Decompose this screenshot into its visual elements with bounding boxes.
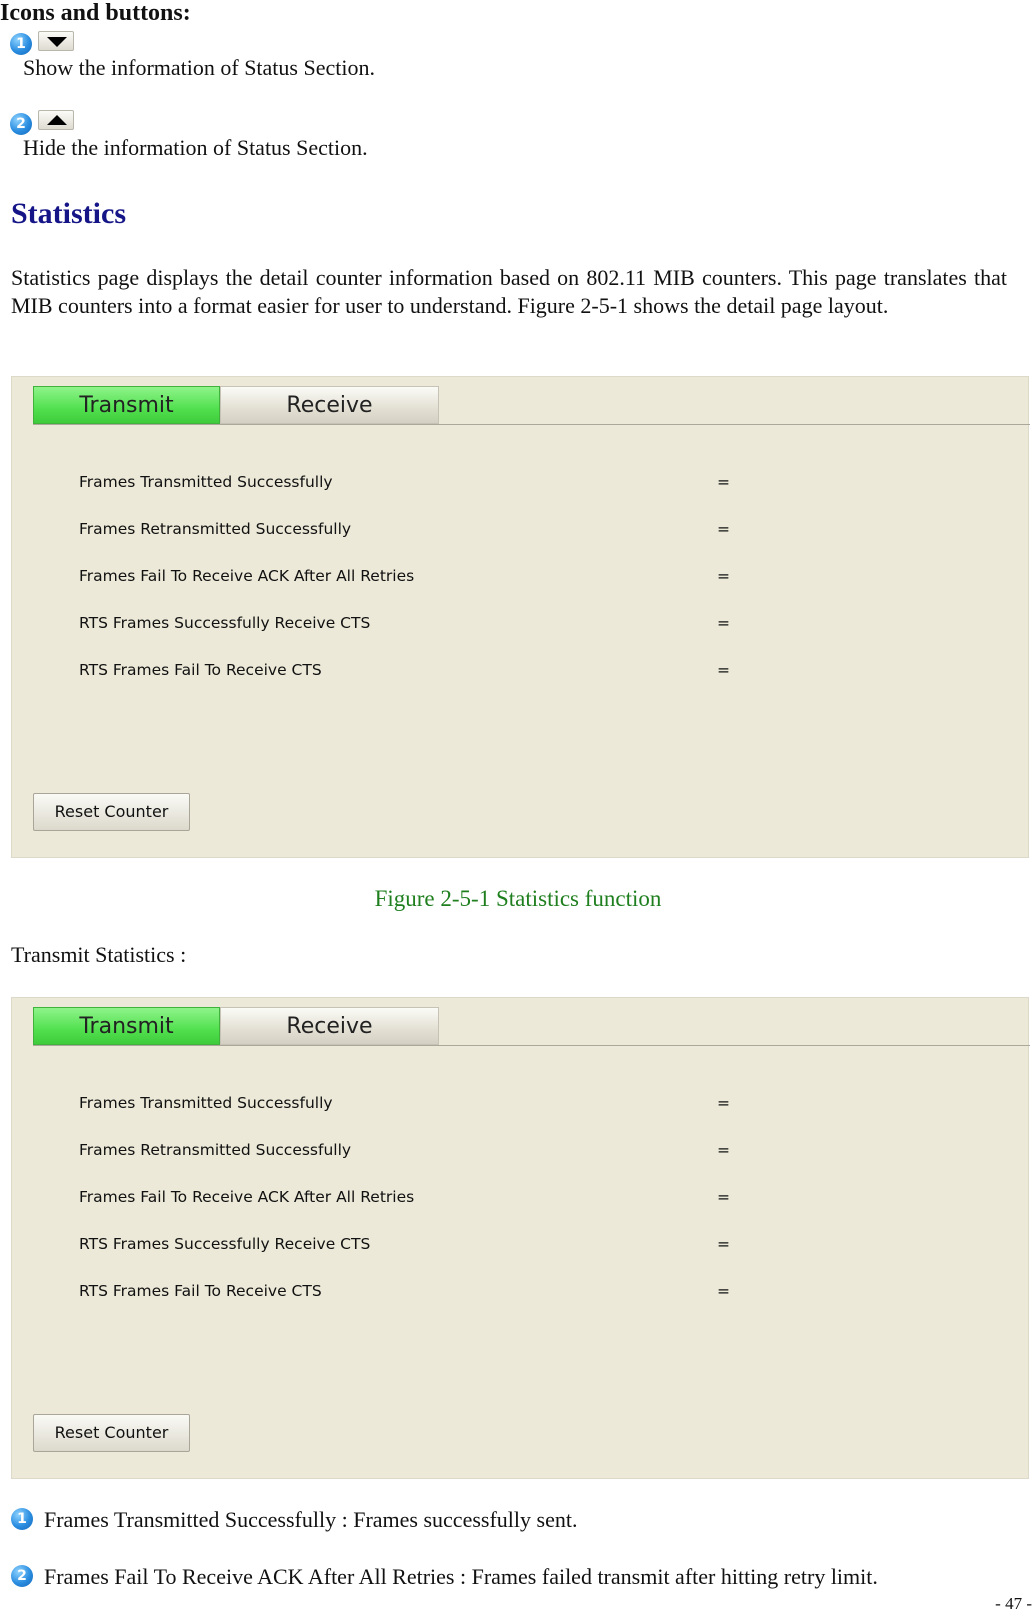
stat-row-eq: = [717,1094,730,1112]
icon-item-1-text: Show the information of Status Section. [23,55,375,80]
stat-row-label: Frames Fail To Receive ACK After All Retries [79,1188,415,1206]
icon-item-2-text: Hide the information of Status Section. [23,135,368,160]
stat-row-eq: = [717,614,730,632]
stat-row-label: RTS Frames Successfully Receive CTS [79,1235,371,1253]
down-arrow-icon[interactable] [38,31,74,51]
stat-row-label: RTS Frames Fail To Receive CTS [79,661,322,679]
reset-counter-button[interactable]: Reset Counter [33,1414,190,1452]
tab-transmit[interactable]: Transmit [33,386,220,424]
stat-row-label: Frames Retransmitted Successfully [79,520,352,538]
statistics-panel-1 [11,376,1029,858]
page-number: - 47 - [995,1594,1032,1613]
stat-row-eq: = [717,1235,730,1253]
figure-caption: Figure 2-5-1 Statistics function [374,886,662,911]
number-1-icon: 1 [10,33,32,55]
stat-row-eq: = [717,473,730,491]
bullet-2-text: Frames Fail To Receive ACK After All Retries : Frames failed transmit after hitting retry limit. [44,1564,878,1589]
stat-row-eq: = [717,1282,730,1300]
tab-receive[interactable]: Receive [220,1007,439,1045]
tab-receive[interactable]: Receive [220,386,439,424]
transmit-statistics-label: Transmit Statistics : [11,942,187,967]
stat-row-label: Frames Transmitted Successfully [79,1094,333,1112]
bullet-1-text: Frames Transmitted Successfully : Frames successfully sent. [44,1507,578,1532]
tab-transmit[interactable]: Transmit [33,1007,220,1045]
number-1-icon: 1 [11,1508,33,1530]
icons-heading: Icons and buttons: [0,0,191,26]
stat-row-eq: = [717,1188,730,1206]
statistics-heading: Statistics [11,197,126,230]
stat-row-label: Frames Transmitted Successfully [79,473,333,491]
stat-row-label: RTS Frames Successfully Receive CTS [79,614,371,632]
stat-row-label: RTS Frames Fail To Receive CTS [79,1282,322,1300]
stat-row-label: Frames Fail To Receive ACK After All Retries [79,567,415,585]
number-2-icon: 2 [11,1565,33,1587]
stat-row-eq: = [717,661,730,679]
stat-row-label: Frames Retransmitted Successfully [79,1141,352,1159]
statistics-paragraph: Statistics page displays the detail counter information based on 802.11 MIB counters. This page translates that MIB counters into a format easier for user to understand. Figure 2-5-1 shows the detail page layout. [11,265,1007,318]
statistics-panel-2 [11,997,1029,1479]
tab-bar [33,1007,1030,1046]
stat-row-eq: = [717,1141,730,1159]
tab-bar [33,386,1030,425]
up-arrow-icon[interactable] [38,110,74,130]
number-2-icon: 2 [10,113,32,135]
stat-row-eq: = [717,567,730,585]
stat-row-eq: = [717,520,730,538]
reset-counter-button[interactable]: Reset Counter [33,793,190,831]
